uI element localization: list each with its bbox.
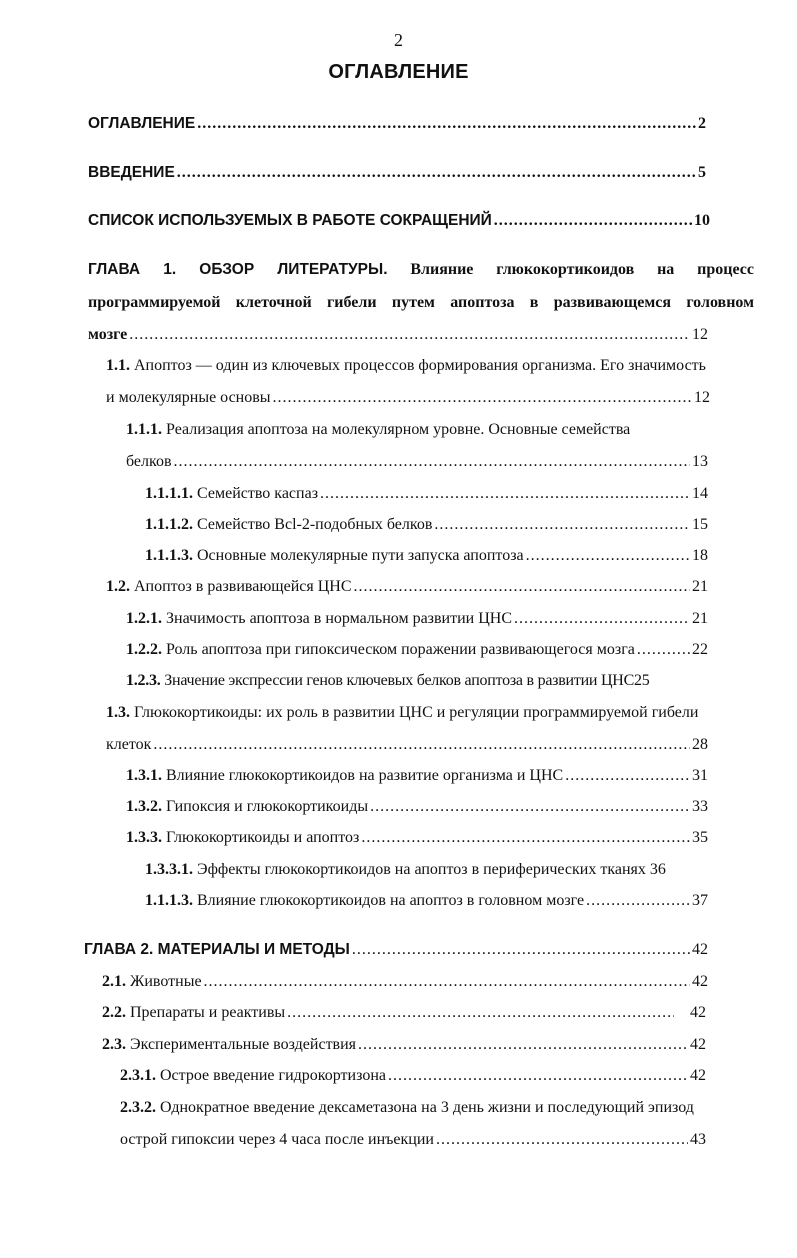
toc-entry-text: мозге xyxy=(88,326,128,343)
leader-dots xyxy=(637,641,690,659)
toc-entry-text: Препараты и реактивы xyxy=(130,1004,286,1021)
toc-entry-2-2[interactable] xyxy=(102,1004,706,1022)
toc-page-number: 10 xyxy=(694,212,710,229)
toc-entry-1-2[interactable] xyxy=(106,578,708,596)
toc-entry-text: Эффекты глюкокортикоидов на апоптоз в периферических тканях xyxy=(197,861,646,878)
chapter-heading: ГЛАВА 1. ОБЗОР ЛИТЕРАТУРЫ. xyxy=(88,261,388,278)
toc-entry-text: Апоптоз — один из ключевых процессов формирования организма. Его значимость xyxy=(134,357,706,374)
section-number: 1.1.1. xyxy=(126,421,162,438)
toc-entry-2-3-2-line1[interactable] xyxy=(120,1099,694,1117)
toc-page-number: 25 xyxy=(634,672,650,689)
toc-entry-text: Семейство каспаз xyxy=(197,485,319,502)
toc-entry-2-3[interactable] xyxy=(102,1036,706,1054)
toc-entry-1-1-1-3[interactable] xyxy=(145,547,708,565)
leader-dots xyxy=(273,389,692,407)
toc-entry-text: белков xyxy=(126,453,172,470)
toc-entry-2-1[interactable] xyxy=(102,973,708,991)
toc-page-number: 42 xyxy=(690,1067,706,1084)
toc-entry-2-3-2-line2 xyxy=(120,1131,706,1149)
toc-entry-1-3-3-1[interactable] xyxy=(145,861,666,879)
page-title: ОГЛАВЛЕНИЕ xyxy=(328,61,469,83)
toc-page-number: 22 xyxy=(692,641,708,658)
toc-page-number: 42 xyxy=(690,1036,706,1053)
section-number: 1.1. xyxy=(106,357,130,374)
toc-page-number: 14 xyxy=(692,485,708,502)
section-number: 1.1.1.3. xyxy=(145,547,193,564)
toc-page-number: 42 xyxy=(692,941,708,958)
toc-entry-text: клеток xyxy=(106,736,152,753)
toc-entry-text: Значимость апоптоза в нормальном развитии ЦНС xyxy=(166,610,513,627)
section-number: 1.2.1. xyxy=(126,610,162,627)
toc-entry-text: Влияние глюкокортикоидов на развитие организма и ЦНС xyxy=(166,767,564,784)
toc-page-number: 13 xyxy=(692,453,708,470)
leader-dots xyxy=(436,1131,688,1149)
toc-entry-text: Апоптоз в развивающейся ЦНС xyxy=(134,578,352,595)
toc-entry-1-1-1-1[interactable] xyxy=(145,485,708,503)
toc-page-number: 42 xyxy=(692,973,708,990)
leader-dots xyxy=(526,547,690,565)
toc-page-number: 15 xyxy=(692,516,708,533)
toc-page-number: 28 xyxy=(692,736,708,753)
leader-dots xyxy=(204,973,690,991)
toc-entry-text: Семейство Bcl-2-подобных белков xyxy=(197,516,433,533)
toc-entry-text: ВВЕДЕНИЕ xyxy=(88,164,175,181)
toc-entry-text: Основные молекулярные пути запуска апоптоза xyxy=(197,547,524,564)
toc-entry-abbreviations[interactable] xyxy=(88,212,710,230)
toc-entry-1-3-line1[interactable] xyxy=(106,704,698,722)
toc-entry-text: Влияние глюкокортикоидов на апоптоз в головном мозге xyxy=(197,892,585,909)
leader-dots xyxy=(358,1036,688,1054)
leader-dots xyxy=(565,767,690,785)
section-number: 1.3.2. xyxy=(126,798,162,815)
toc-entry-text: Глюкокортикоиды и апоптоз xyxy=(166,829,360,846)
toc-entry-1-3-3[interactable] xyxy=(126,829,708,847)
toc-page-number: 35 xyxy=(692,829,708,846)
section-number: 1.1.1.1. xyxy=(145,485,193,502)
leader-dots xyxy=(287,1004,674,1022)
toc-entry-text: Животные xyxy=(130,973,202,990)
toc-entry-1-2-3[interactable] xyxy=(126,672,650,690)
leader-dots xyxy=(370,798,690,816)
leader-dots xyxy=(174,453,690,471)
toc-entry-text: Значение экспрессии генов ключевых белков апоптоза в развитии ЦНС xyxy=(164,672,635,689)
leader-dots xyxy=(494,212,692,230)
toc-entry-1-1-1-3-brain[interactable] xyxy=(145,892,708,910)
section-number: 1.3.1. xyxy=(126,767,162,784)
toc-page-number: 21 xyxy=(692,610,708,627)
section-number: 1.2.2. xyxy=(126,641,162,658)
toc-entry-text: Роль апоптоза при гипоксическом поражении развивающегося мозга xyxy=(166,641,635,658)
toc-entry-text: Гипоксия и глюкокортикоиды xyxy=(166,798,369,815)
toc-entry-1-1-line2 xyxy=(106,389,710,407)
toc-entry-text: Влияние глюкокортикоидов на процесс xyxy=(410,261,754,278)
toc-entry-1-2-2[interactable] xyxy=(126,641,708,659)
toc-entry-chapter-1-line3 xyxy=(88,326,708,344)
toc-page-number: 5 xyxy=(698,164,706,181)
toc-entry-1-1-1-2[interactable] xyxy=(145,516,708,534)
leader-dots xyxy=(177,164,696,182)
toc-entry-1-3-line2 xyxy=(106,736,708,754)
toc-entry-contents[interactable] xyxy=(88,115,706,133)
toc-page-number: 36 xyxy=(649,861,666,878)
toc-entry-chapter-2[interactable] xyxy=(84,941,708,959)
leader-dots xyxy=(197,115,696,133)
leader-dots xyxy=(434,516,690,534)
toc-entry-text: и молекулярные основы xyxy=(106,389,271,406)
section-number: 1.1.1.3. xyxy=(145,892,193,909)
toc-page-number: 12 xyxy=(694,389,710,406)
toc-page-number: 43 xyxy=(690,1131,706,1148)
section-number: 1.3.3.1. xyxy=(145,861,193,878)
toc-page-number: 42 xyxy=(690,1004,706,1021)
toc-page-number: 12 xyxy=(692,326,708,343)
toc-entry-1-3-1[interactable] xyxy=(126,767,708,785)
section-number: 2.2. xyxy=(102,1004,126,1021)
toc-page-number: 21 xyxy=(692,578,708,595)
toc-entry-1-2-1[interactable] xyxy=(126,610,708,628)
page-number: 2 xyxy=(394,30,403,50)
leader-dots xyxy=(320,485,690,503)
toc-entry-text: Реализация апоптоза на молекулярном уровне. Основные семейства xyxy=(166,421,631,438)
toc-entry-1-1-1-line2 xyxy=(126,453,708,471)
toc-entry-text: Острое введение гидрокортизона xyxy=(160,1067,386,1084)
leader-dots xyxy=(352,941,690,959)
toc-entry-chapter-1-line1[interactable] xyxy=(88,261,754,279)
leader-dots xyxy=(153,736,690,754)
leader-dots xyxy=(129,326,690,344)
toc-entry-introduction[interactable] xyxy=(88,164,706,182)
leader-dots xyxy=(354,578,691,596)
section-number: 1.3. xyxy=(106,704,130,721)
section-number: 1.2.3. xyxy=(126,672,161,689)
toc-page-number: 2 xyxy=(698,115,706,132)
leader-dots xyxy=(586,892,690,910)
toc-entry-1-1-1-line1[interactable] xyxy=(126,421,630,439)
toc-entry-text: СПИСОК ИСПОЛЬЗУЕМЫХ В РАБОТЕ СОКРАЩЕНИЙ xyxy=(88,212,492,229)
toc-entry-chapter-1-line2: программируемой клеточной гибели путем апоптоза в развивающемся головном xyxy=(88,294,754,311)
leader-dots xyxy=(388,1067,688,1085)
toc-page-number: 33 xyxy=(692,798,708,815)
section-number: 2.3.1. xyxy=(120,1067,156,1084)
toc-page-number: 37 xyxy=(692,892,708,909)
toc-entry-text: острой гипоксии через 4 часа после инъекции xyxy=(120,1131,434,1148)
toc-entry-text: Экспериментальные воздействия xyxy=(130,1036,357,1053)
toc-entry-text: ОГЛАВЛЕНИЕ xyxy=(88,115,196,132)
section-number: 1.2. xyxy=(106,578,130,595)
toc-entry-1-3-2[interactable] xyxy=(126,798,708,816)
toc-entry-2-3-1[interactable] xyxy=(120,1067,706,1085)
section-number: 2.3.2. xyxy=(120,1099,156,1116)
toc-entry-1-1-line1[interactable] xyxy=(106,357,706,375)
toc-page-number: 31 xyxy=(692,767,708,784)
section-number: 2.3. xyxy=(102,1036,126,1053)
section-number: 1.1.1.2. xyxy=(145,516,193,533)
toc-entry-text: Однократное введение дексаметазона на 3 день жизни и последующий эпизод xyxy=(160,1099,694,1116)
toc-entry-text: Глюкокортикоиды: их роль в развитии ЦНС и регуляции программируемой гибели xyxy=(134,704,699,721)
toc-page-number: 18 xyxy=(692,547,708,564)
leader-dots xyxy=(361,829,690,847)
chapter-heading: ГЛАВА 2. МАТЕРИАЛЫ И МЕТОДЫ xyxy=(84,941,350,958)
section-number: 1.3.3. xyxy=(126,829,162,846)
section-number: 2.1. xyxy=(102,973,126,990)
leader-dots xyxy=(514,610,690,628)
